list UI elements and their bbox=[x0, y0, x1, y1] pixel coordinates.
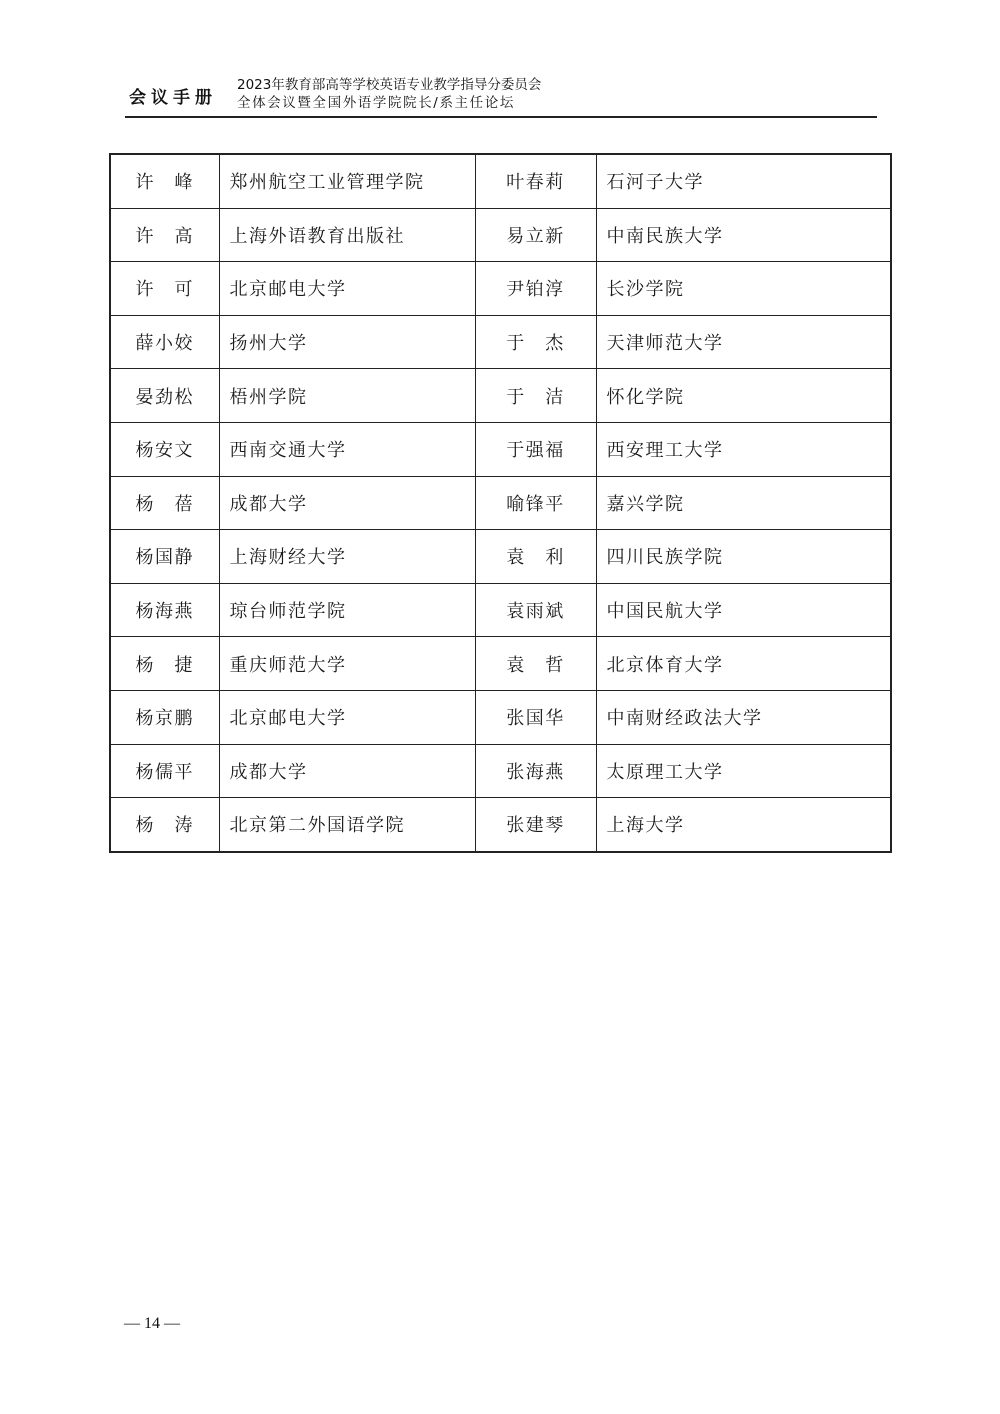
attendee-name: 袁 利 bbox=[475, 530, 596, 584]
conference-title bbox=[237, 76, 541, 112]
attendee-organization: 琼台师范学院 bbox=[219, 583, 475, 637]
attendee-organization: 石河子大学 bbox=[596, 154, 891, 208]
attendee-name: 许 峰 bbox=[110, 154, 219, 208]
attendee-name: 张建琴 bbox=[475, 798, 596, 852]
attendee-organization: 扬州大学 bbox=[219, 315, 475, 369]
attendee-name: 易立新 bbox=[475, 208, 596, 262]
table-row bbox=[110, 583, 891, 637]
attendee-name: 杨 捷 bbox=[110, 637, 219, 691]
attendee-organization: 太原理工大学 bbox=[596, 744, 891, 798]
table-row bbox=[110, 744, 891, 798]
table-row bbox=[110, 208, 891, 262]
attendee-name: 杨 涛 bbox=[110, 798, 219, 852]
attendee-organization: 上海财经大学 bbox=[219, 530, 475, 584]
conference-title-line1: 2023年教育部高等学校英语专业教学指导分委员会 bbox=[237, 77, 542, 93]
attendee-organization: 北京体育大学 bbox=[596, 637, 891, 691]
table-row bbox=[110, 637, 891, 691]
attendee-organization: 北京第二外国语学院 bbox=[219, 798, 475, 852]
table-row bbox=[110, 690, 891, 744]
attendee-name: 袁雨斌 bbox=[475, 583, 596, 637]
attendee-name: 于 洁 bbox=[475, 369, 596, 423]
attendee-organization: 上海大学 bbox=[596, 798, 891, 852]
attendee-name: 杨安文 bbox=[110, 422, 219, 476]
attendee-name: 袁 哲 bbox=[475, 637, 596, 691]
attendee-name: 喻锋平 bbox=[475, 476, 596, 530]
attendee-organization: 中南财经政法大学 bbox=[596, 690, 891, 744]
attendee-organization: 天津师范大学 bbox=[596, 315, 891, 369]
attendee-name: 杨京鹏 bbox=[110, 690, 219, 744]
table-row bbox=[110, 798, 891, 852]
attendee-organization: 梧州学院 bbox=[219, 369, 475, 423]
table-row bbox=[110, 476, 891, 530]
attendee-name: 叶春莉 bbox=[475, 154, 596, 208]
attendee-name: 晏劲松 bbox=[110, 369, 219, 423]
table-row bbox=[110, 154, 891, 208]
attendee-name: 张国华 bbox=[475, 690, 596, 744]
attendee-name: 尹铂淳 bbox=[475, 262, 596, 316]
attendee-organization: 怀化学院 bbox=[596, 369, 891, 423]
attendee-organization: 北京邮电大学 bbox=[219, 262, 475, 316]
attendee-organization: 成都大学 bbox=[219, 476, 475, 530]
table-row bbox=[110, 262, 891, 316]
attendee-name: 许 高 bbox=[110, 208, 219, 262]
attendee-organization: 四川民族学院 bbox=[596, 530, 891, 584]
attendee-name: 杨国静 bbox=[110, 530, 219, 584]
page-number: — 14 — bbox=[124, 1315, 180, 1332]
attendee-organization: 嘉兴学院 bbox=[596, 476, 891, 530]
table-row bbox=[110, 422, 891, 476]
handbook-title: 会议手册 bbox=[129, 88, 217, 108]
attendee-organization: 长沙学院 bbox=[596, 262, 891, 316]
attendee-organization: 重庆师范大学 bbox=[219, 637, 475, 691]
page-header bbox=[125, 76, 877, 118]
attendee-table bbox=[109, 153, 892, 853]
attendee-name: 薛小姣 bbox=[110, 315, 219, 369]
conference-title-line2: 全体会议暨全国外语学院院长/系主任论坛 bbox=[237, 95, 515, 111]
attendee-name: 于强福 bbox=[475, 422, 596, 476]
attendee-organization: 西南交通大学 bbox=[219, 422, 475, 476]
attendee-name: 杨海燕 bbox=[110, 583, 219, 637]
attendee-name: 杨儒平 bbox=[110, 744, 219, 798]
table-row bbox=[110, 530, 891, 584]
attendee-name: 杨 蓓 bbox=[110, 476, 219, 530]
attendee-name: 许 可 bbox=[110, 262, 219, 316]
attendee-organization: 中国民航大学 bbox=[596, 583, 891, 637]
attendee-name: 张海燕 bbox=[475, 744, 596, 798]
attendee-organization: 成都大学 bbox=[219, 744, 475, 798]
attendee-organization: 上海外语教育出版社 bbox=[219, 208, 475, 262]
attendee-organization: 北京邮电大学 bbox=[219, 690, 475, 744]
table-row bbox=[110, 315, 891, 369]
attendee-organization: 西安理工大学 bbox=[596, 422, 891, 476]
table-row bbox=[110, 369, 891, 423]
attendee-organization: 中南民族大学 bbox=[596, 208, 891, 262]
attendee-name: 于 杰 bbox=[475, 315, 596, 369]
attendee-organization: 郑州航空工业管理学院 bbox=[219, 154, 475, 208]
